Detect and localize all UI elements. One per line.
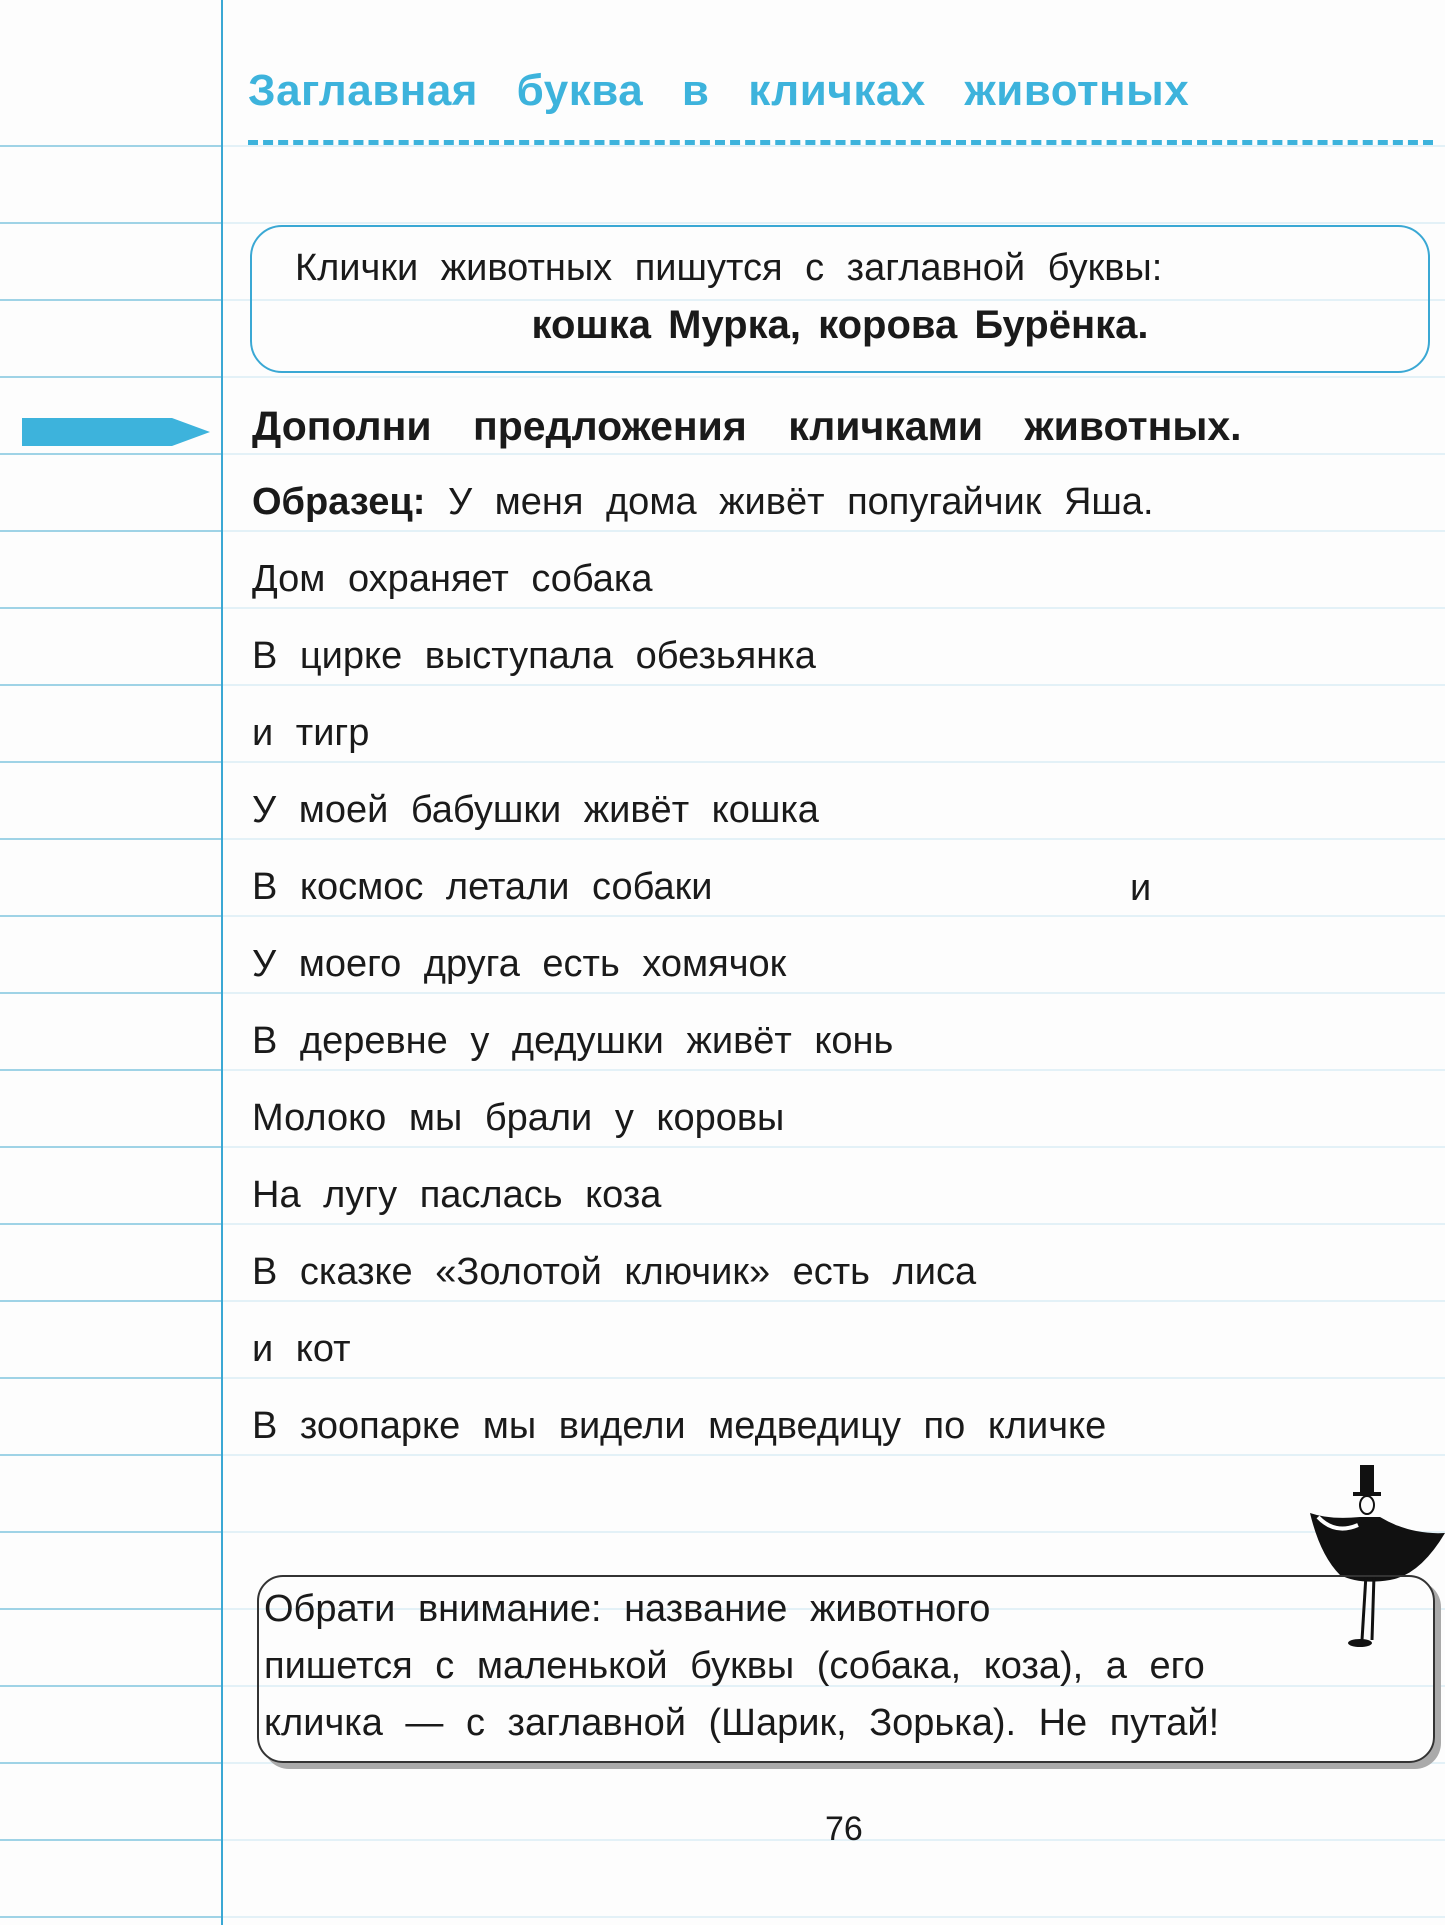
- exercise-sentence: У моей бабушки живёт кошка: [252, 789, 819, 831]
- exercise-sentence: и кот: [252, 1328, 351, 1370]
- sentence-connector: и: [1130, 867, 1152, 909]
- sample-line: [252, 481, 1154, 524]
- note-line-3: кличка — с заглавной (Шарик, Зорька). Не путай!: [264, 1702, 1220, 1744]
- ruled-line: [0, 992, 1445, 994]
- sample-label: Образец:: [252, 481, 426, 523]
- exercise-sentence: Молоко мы брали у коровы: [252, 1097, 785, 1139]
- note-line-2: пишется с маленькой буквы (собака, коза), а его: [264, 1645, 1205, 1687]
- exercise-sentence: Дом охраняет собака: [252, 558, 653, 600]
- task-instruction: Дополни предложения кличками животных.: [252, 403, 1242, 449]
- ruled-line: [0, 1454, 1445, 1456]
- ruled-line: [0, 1300, 1445, 1302]
- ruled-line: [0, 1069, 1445, 1071]
- exercise-sentence: и тигр: [252, 712, 370, 754]
- exercise-sentence: В цирке выступала обезьянка: [252, 635, 816, 677]
- ruled-line: [0, 145, 1445, 147]
- ruled-line: [0, 1839, 1445, 1841]
- exercise-sentence: В сказке «Золотой ключик» есть лиса: [252, 1251, 977, 1293]
- exercise-sentence: У моего друга есть хомячок: [252, 943, 787, 985]
- exercise-sentence: В деревне у дедушки живёт конь: [252, 1020, 894, 1062]
- ruled-line: [0, 530, 1445, 532]
- ruled-line: [0, 761, 1445, 763]
- rule-example: кошка Мурка, корова Бурёнка.: [531, 303, 1149, 347]
- ruled-line: [0, 1916, 1445, 1918]
- rule-text: Клички животных пишутся с заглавной буквы:: [295, 247, 1163, 289]
- ruled-line: [0, 1377, 1445, 1379]
- exercise-sentence: В зоопарке мы видели медведицу по кличке: [252, 1405, 1107, 1447]
- margin-line: [221, 0, 223, 1925]
- page-number: 76: [825, 1810, 863, 1848]
- exercise-sentence: На лугу паслась коза: [252, 1174, 662, 1216]
- ruled-line: [0, 607, 1445, 609]
- ruled-line: [0, 376, 1445, 378]
- page-title: Заглавная буква в кличках животных: [248, 66, 1190, 115]
- exercise-sentence: В космос летали собаки: [252, 866, 713, 908]
- ruled-line: [0, 684, 1445, 686]
- ruled-line: [0, 838, 1445, 840]
- ruled-line: [0, 453, 1445, 455]
- ruled-line: [0, 1223, 1445, 1225]
- ruled-line: [0, 915, 1445, 917]
- ruled-line: [0, 1531, 1445, 1533]
- ruled-line: [0, 1146, 1445, 1148]
- sample-text: У меня дома живёт попугайчик Яша.: [447, 481, 1154, 523]
- arrow-marker-icon: [22, 418, 210, 446]
- note-line-1: Обрати внимание: название животного: [264, 1588, 991, 1630]
- ruled-line: [0, 222, 1445, 224]
- title-underline: [248, 140, 1433, 145]
